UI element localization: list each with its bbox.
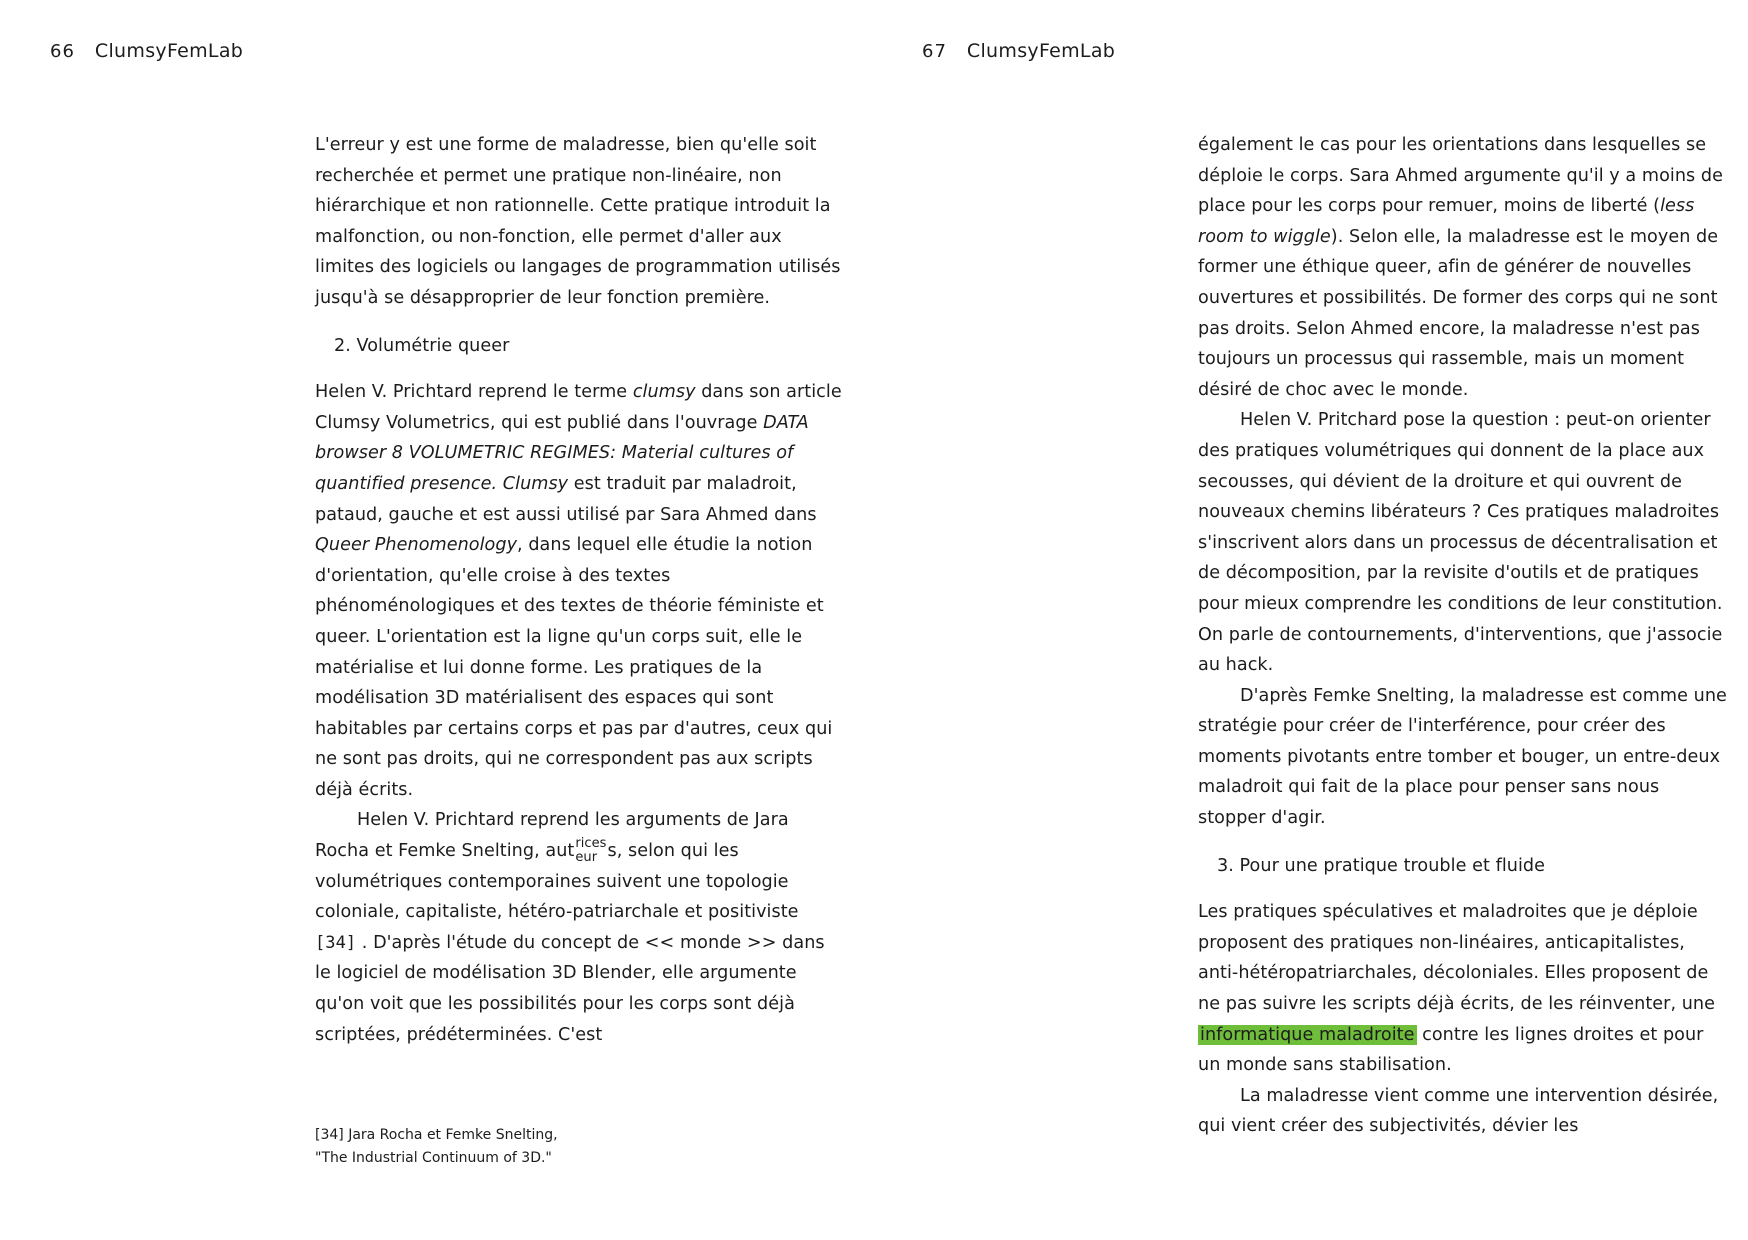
text-column-right: [1198, 130, 1728, 1142]
text-run: est traduit par maladroit, pataud, gauche et est aussi utilisé par Sara Ahmed dans: [315, 473, 817, 525]
running-head-right: [922, 40, 1115, 62]
text-run: . D'après l'étude du concept de << monde >> dans le logiciel de modélisation 3D Blender, elle argumente qu'on voit que les possibilités pour les corps sont déjà scriptées, prédéterminées. C'est: [315, 932, 825, 1045]
text-run: Helen V. Prichtard reprend les arguments de Jara Rocha et Femke Snelting, aut: [315, 810, 789, 862]
paragraph: Helen V. Pritchard pose la question : peut-on orienter des pratiques volumétriques qui donnent de la place aux secousses, qui dévient de la droiture et qui ouvrent de nouveaux chemins libérateurs ? Ces pratiques maladroites s'inscrivent alors dans un processus de décentralisation et de décomposition, par la revisite d'outils et de pratiques pour mieux comprendre les conditions de leur constitution. On parle de contournements, d'interventions, que j'associe au hack.: [1198, 410, 1723, 676]
running-head-left: [50, 40, 243, 62]
text-run: Helen V. Prichtard reprend le terme: [315, 382, 633, 403]
text-run: contre les lignes droites et pour un monde sans stabilisation.: [1198, 1024, 1704, 1076]
paragraph: [1198, 897, 1728, 1081]
text-column-left: [315, 130, 845, 1050]
paragraph: [315, 805, 845, 1050]
paragraph: D'après Femke Snelting, la maladresse est comme une stratégie pour créer de l'interférence, pour créer des moments pivotants entre tomber et bouger, un entre-deux maladroit qui fait de la place pour penser sans nous stopper d'agir.: [1198, 685, 1727, 829]
right-page: [874, 0, 1748, 1240]
text-run: Les pratiques spéculatives et maladroites que je déploie proposent des pratiques non-linéaires, anticapitalistes, anti-hétéropatriarchales, décoloniales. Elles proposent de ne pas suivre les scripts déjà écrits, de les réinventer, une: [1198, 902, 1716, 1015]
italic-title: Queer Phenomenology: [315, 535, 518, 556]
italic-title: DATA browser 8 VOLUMETRIC REGIMES: Material cultures of quantified presence. Clumsy: [315, 412, 809, 494]
highlighted-text[interactable]: informatique maladroite: [1200, 1024, 1415, 1045]
paragraph: [1198, 130, 1728, 405]
running-head-title: ClumsyFemLab: [966, 40, 1116, 62]
text-run: s, selon qui les volumétriques contemporaines suivent une topologie coloniale, capitaliste, hétéro-patriarchale et positiviste: [315, 841, 799, 923]
italic-phrase: less room to wiggle: [1198, 196, 1695, 247]
footnote: [34] Jara Rocha et Femke Snelting, "The Industrial Continuum of 3D.": [315, 1127, 558, 1166]
text-run: , dans lequel elle étudie la notion d'orientation, qu'elle croise à des textes phénoménologiques et des textes de théorie féministe et queer. L'orientation est la ligne qu'un corps suit, elle le matérialise et lui donne forme. Les pratiques de la modélisation 3D matérialisent des espaces qui sont habitables par certains corps et pas par d'autres, ceux qui ne sont pas droits, qui ne correspondent pas aux scripts déjà écrits.: [315, 535, 833, 800]
page-number: 67: [922, 41, 947, 62]
text-run: également le cas pour les orientations dans lesquelles se déploie le corps. Sara Ahmed argumente qu'il y a moins de place pour les corps pour remuer, moins de liberté (: [1198, 135, 1723, 217]
text-run: dans son article Clumsy Volumetrics, qui est publié dans l'ouvrage: [315, 382, 842, 433]
running-head-title: ClumsyFemLab: [94, 40, 244, 62]
text-run: ). Selon elle, la maladresse est le moyen de former une éthique queer, afin de générer de nouvelles ouvertures et possibilités. De former des corps qui ne sont pas droits. Selon Ahmed encore, la maladresse n'est pas toujours un processus qui rassemble, mais un moment désiré de choc avec le monde.: [1198, 226, 1719, 400]
paragraph: [315, 377, 845, 805]
page-number: 66: [50, 41, 75, 62]
paragraph: L'erreur y est une forme de maladresse, bien qu'elle soit recherchée et permet une pratique non-linéaire, non hiérarchique et non rationnelle. Cette pratique introduit la malfonction, ou non-fonction, elle permet d'aller aux limites des logiciels ou langages de programmation utilisés jusqu'à se désapproprier de leur fonction première.: [315, 135, 841, 308]
inclusive-suffix: [575, 837, 606, 865]
italic-term: clumsy: [632, 382, 696, 403]
suffix-feminine: rices: [575, 836, 607, 852]
paragraph: La maladresse vient comme une intervention désirée, qui vient créer des subjectivités, dévier les: [1198, 1085, 1719, 1137]
section-heading: 3. Pour une pratique trouble et fluide: [1217, 855, 1545, 876]
section-heading: 2. Volumétrie queer: [334, 335, 510, 356]
footnote-reference[interactable]: [34]: [315, 932, 357, 953]
suffix-masculine: eur: [575, 850, 598, 866]
